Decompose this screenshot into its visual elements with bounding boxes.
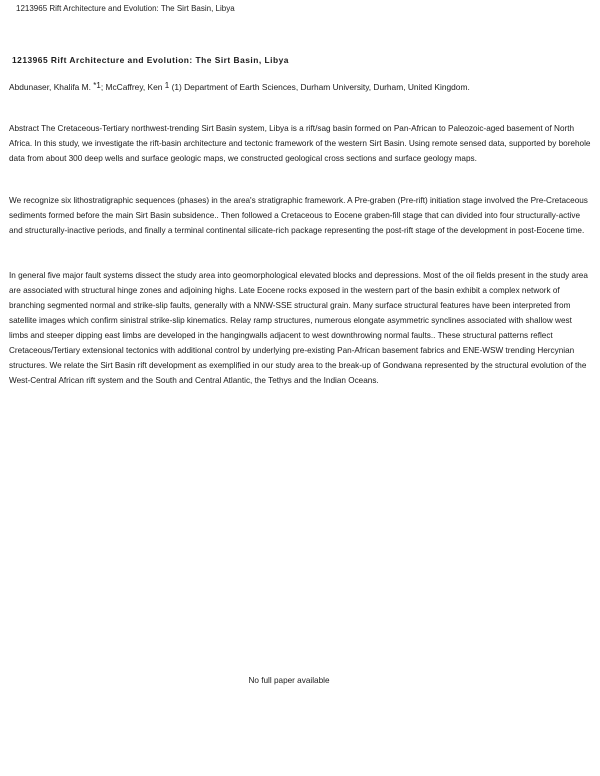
availability-note: No full paper available xyxy=(248,676,330,685)
author-name: Abdunaser, Khalifa M. xyxy=(9,82,91,92)
author-affiliation: (1) Department of Earth Sciences, Durham University, Durham, United Kingdom. xyxy=(171,82,470,92)
author-separator: ; xyxy=(100,82,104,92)
author-line xyxy=(9,80,569,95)
author-footnote-mark: *1 xyxy=(93,81,101,90)
body-paragraph: In general five major fault systems dissect the study area into geomorphological elevated blocks and depressions. Most of the oil fields present in the study area are associated with structural hinge zones and adjoining highs. Late Eocene rocks exposed in the western part of the basin exhibit a complex network of branching segmented normal and strike-slip faults, generally with a NNW-SSE structural grain. Many surface structural features have been interpreted from satellite images which confirm sinistral strike-slip kinematics. Relay ramp structures, numerous elongate asymmetric synclines associated with shallow west limbs and steeper dipping east limbs are developed in the hangingwalls adjacent to west downthrowing normal faults.. These structural patterns reflect Cretaceous/Tertiary extensional tectonics with additional control by underlying pre-existing Pan-African basement fabrics and ENE-WSW trending Hercynian structures. We relate the Sirt Basin rift development as exemplified in our study area to the break-up of Gondwana represented by the structural evolution of the West-Central African rift system and the South and Central Atlantic, the Tethys and the Indian Oceans. xyxy=(9,271,588,385)
running-header: 1213965 Rift Architecture and Evolution: The Sirt Basin, Libya xyxy=(16,4,235,13)
author-name: McCaffrey, Ken xyxy=(105,82,163,92)
body-paragraph: We recognize six lithostratigraphic sequences (phases) in the area's stratigraphic framework. A Pre-graben (Pre-rift) initiation stage involved the Pre-Cretaceous sediments formed before the main Sirt Basin subsidence.. Then followed a Cretaceous to Eocene graben-fill stage that can divided into four structurally-active and structurally-inactive periods, and finally a terminal continental silicate-rich package representing the post-rift stage of the development in post-Eocene time. xyxy=(9,196,588,235)
article-title: 1213965 Rift Architecture and Evolution: The Sirt Basin, Libya xyxy=(12,55,289,65)
abstract-paragraph: Abstract The Cretaceous-Tertiary northwest-trending Sirt Basin system, Libya is a rift/sag basin formed on Pan-African to Paleozoic-aged basement of North Africa. In this study, we investigate the rift-basin architecture and tectonic framework of the western Sirt Basin. Using remote sensed data, supported by borehole data from about 300 deep wells and surface geologic maps, we constructed geological cross sections and surface geology maps. xyxy=(9,124,591,163)
author-footnote-mark: 1 xyxy=(164,81,170,90)
